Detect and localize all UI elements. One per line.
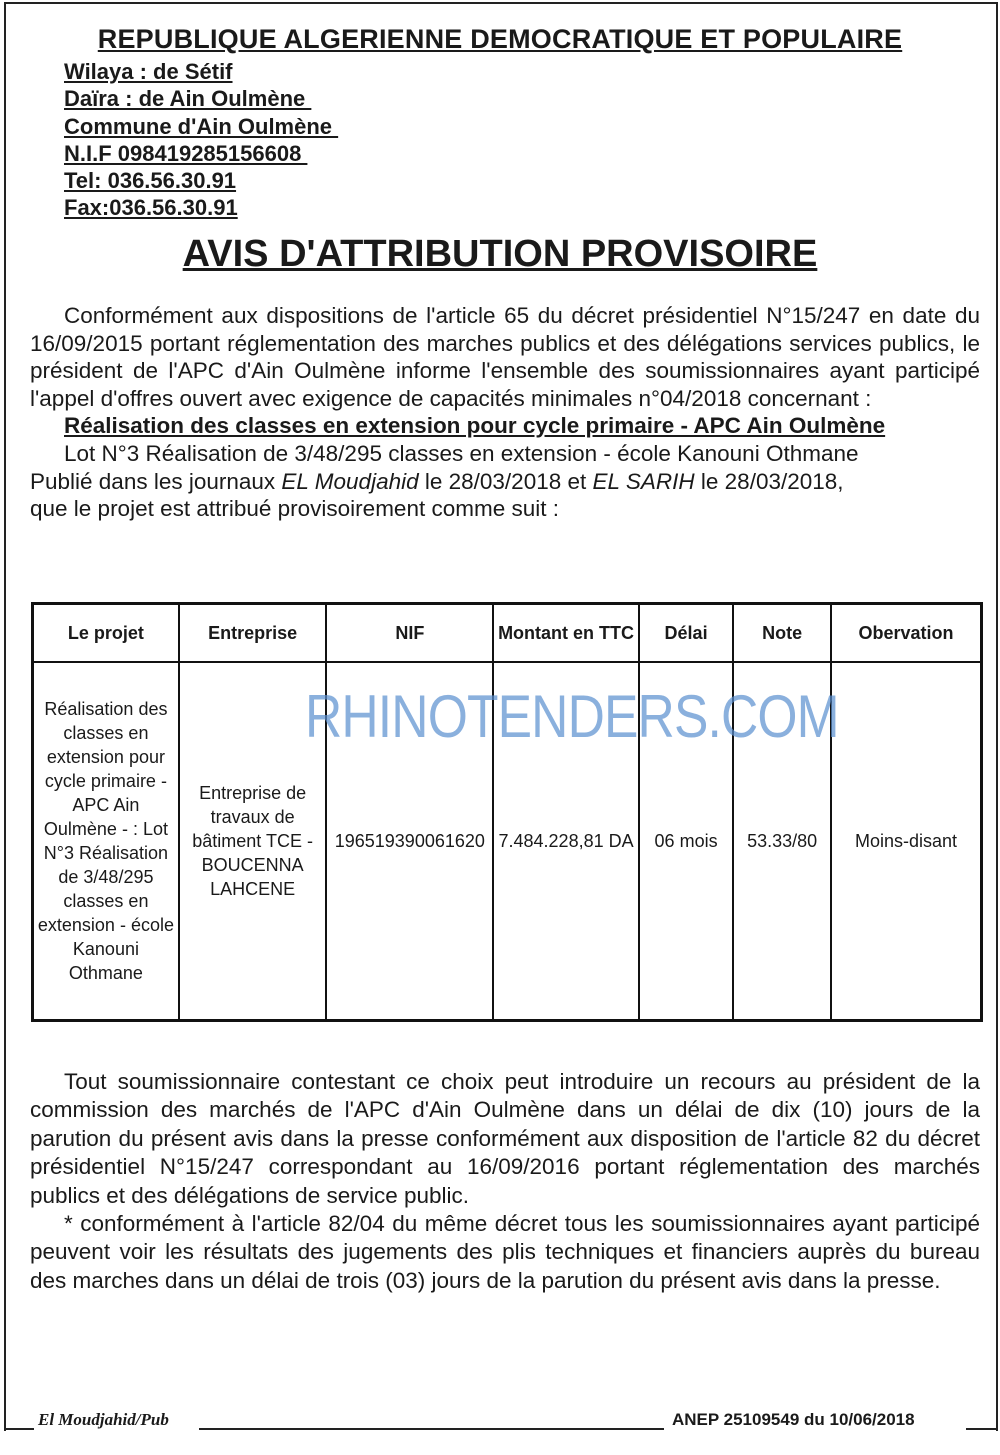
notice-title: AVIS D'ATTRIBUTION PROVISOIRE	[182, 233, 818, 275]
closing-section	[30, 1068, 980, 1295]
daira-line: Daïra : de Ain Oulmène	[64, 86, 312, 112]
tel-line: Tel: 036.56.30.91	[64, 168, 237, 194]
publication-suffix: le 28/03/2018,	[694, 468, 844, 494]
publication-line	[30, 468, 980, 496]
cell-delai: 06 mois	[639, 662, 733, 1021]
header-note: Note	[733, 604, 831, 663]
watermark: RHINOTENDERS.COM	[305, 683, 839, 750]
fax-line: Fax:036.56.30.91	[64, 195, 238, 221]
administration-block	[64, 58, 338, 222]
intro-paragraph: Conformément aux dispositions de l'article 65 du décret présidentiel N°15/247 en date du 16/09/2015 portant réglementation des marches publics et des délégations services publics, le président de l'APC d'Ain Oulmène informe l'ensemble des soumissionnaires ayant participé l'appel d'offres ouvert avec exigence de capacités minimales n°04/2018 concernant :	[30, 303, 980, 411]
footer-rule-right	[966, 1428, 998, 1430]
header-entreprise: Entreprise	[179, 604, 327, 663]
footer-reference: ANEP 25109549 du 10/06/2018	[672, 1410, 915, 1429]
header-montant: Montant en TTC	[493, 604, 639, 663]
results-paragraph: * conformément à l'article 82/04 du même décret tous les soumissionnaires ayant participé peuvent voir les résultats des jugements des plis techniques et financiers auprès du bureau des marches dans un délai de trois (03) jours de la parution du présent avis dans la presse.	[30, 1211, 980, 1293]
cell-nif: 196519390061620	[326, 662, 493, 1021]
table-header-row	[33, 604, 982, 663]
cell-montant: 7.484.228,81 DA	[493, 662, 639, 1021]
header-projet: Le projet	[33, 604, 179, 663]
intro-section	[30, 302, 980, 523]
lot-line: Lot N°3 Réalisation de 3/48/295 classes en extension - école Kanouni Othmane	[64, 440, 859, 466]
republic-heading: REPUBLIQUE ALGERIENNE DEMOCRATIQUE ET POPULAIRE	[97, 24, 903, 54]
project-title: Réalisation des classes en extension pour cycle primaire - APC Ain Oulmène	[64, 413, 886, 439]
wilaya-line: Wilaya : de Sétif	[64, 59, 233, 84]
footer-rule-middle	[199, 1428, 664, 1430]
cell-entreprise: Entreprise de travaux de bâtiment TCE - BOUCENNA LAHCENE	[179, 662, 327, 1021]
journal-el-sarih: EL SARIH	[592, 468, 695, 494]
attribution-table	[31, 602, 983, 1022]
header-nif: NIF	[326, 604, 493, 663]
commune-line: Commune d'Ain Oulmène	[64, 113, 339, 139]
publication-prefix: Publié dans les journaux	[30, 468, 282, 494]
nif-line: N.I.F 098419285156608	[64, 140, 308, 166]
footer-rule-left	[4, 1428, 34, 1430]
header-delai: Délai	[639, 604, 733, 663]
journal-el-moudjahid: EL Moudjahid	[281, 468, 419, 494]
cell-projet: Réalisation des classes en extension pour cycle primaire - APC Ain Oulmène - : Lot N°3 Réalisation de 3/48/295 classes en extension - école Kanouni Othmane	[33, 662, 179, 1021]
attribution-line: que le projet est attribué provisoirement comme suit :	[30, 496, 559, 522]
publication-mid: le 28/03/2018 et	[418, 468, 593, 494]
header-observation: Obervation	[831, 604, 981, 663]
cell-note: 53.33/80	[733, 662, 831, 1021]
recourse-paragraph: Tout soumissionnaire contestant ce choix peut introduire un recours au président de la commission des marchés de l'APC d'Ain Oulmène dans un délai de dix (10) jours de la parution du présent avis dans la presse conformément aux disposition de l'article 82 du décret présidentiel N°15/247 correspondant au 16/09/2016 portant réglementation des marchés publics et des délégations de service public.	[30, 1069, 980, 1208]
cell-observation: Moins-disant	[831, 662, 981, 1021]
footer-source: El Moudjahid/Pub	[38, 1410, 169, 1429]
